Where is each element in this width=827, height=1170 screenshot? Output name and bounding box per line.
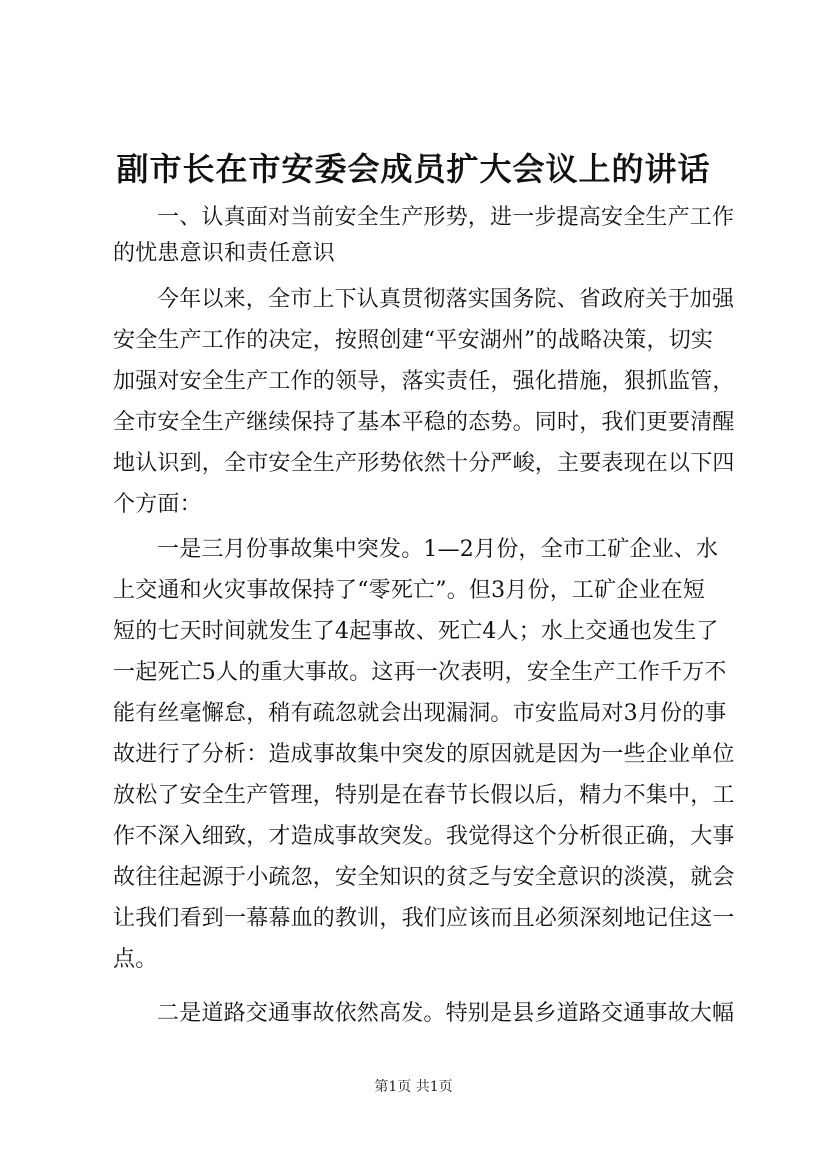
- paragraph-line: 短的七天时间就发生了4起事故、死亡4人；水上交通也发生了: [113, 619, 719, 644]
- paragraph-line: 地认识到，全市安全生产形势依然十分严峻，主要表现在以下四: [113, 451, 735, 476]
- paragraph-line: 作不深入细致，才造成事故突发。我觉得这个分析很正确，大事: [113, 824, 735, 849]
- paragraph-line: 加强对安全生产工作的领导，落实责任，强化措施，狠抓监管，: [113, 369, 735, 394]
- paragraph-line: 故进行了分析：造成事故集中突发的原因就是因为一些企业单位: [113, 742, 735, 767]
- paragraph-line: 能有丝毫懈怠，稍有疏忽就会出现漏洞。市安监局对3月份的事: [113, 701, 727, 726]
- paragraph-line: 全市安全生产继续保持了基本平稳的态势。同时，我们更要清醒: [113, 410, 735, 435]
- paragraph-line: 故往往起源于小疏忽，安全知识的贫乏与安全意识的淡漠，就会: [113, 865, 735, 890]
- paragraph-line: 今年以来，全市上下认真贯彻落实国务院、省政府关于加强: [157, 287, 735, 312]
- page-footer: 第1页 共1页: [374, 1079, 453, 1095]
- paragraph-line: 安全生产工作的决定，按照创建“平安湖州”的战略决策，切实: [113, 328, 714, 353]
- paragraph-line: 上交通和火灾事故保持了“零死亡”。但3月份，工矿企业在短: [113, 578, 706, 603]
- section-heading-line-1: 一、认真面对当前安全生产形势，进一步提高安全生产工作: [157, 205, 735, 230]
- section-heading-line-2: 的忧患意识和责任意识: [113, 241, 336, 266]
- paragraph-line: 二是道路交通事故依然高发。特别是县乡道路交通事故大幅: [157, 1001, 735, 1026]
- paragraph-line: 点。: [113, 947, 158, 972]
- paragraph-line: 一起死亡5人的重大事故。这再一次表明，安全生产工作千万不: [113, 660, 727, 685]
- paragraph-line: 放松了安全生产管理，特别是在春节长假以后，精力不集中，工: [113, 783, 735, 808]
- document-title: 副市长在市安委会成员扩大会议上的讲话: [116, 150, 711, 188]
- paragraph-line: 让我们看到一幕幕血的教训，我们应该而且必须深刻地记住这一: [113, 906, 735, 931]
- paragraph-line: 个方面：: [113, 492, 202, 517]
- paragraph-line: 一是三月份事故集中突发。1—2月份，全市工矿企业、水: [157, 537, 719, 562]
